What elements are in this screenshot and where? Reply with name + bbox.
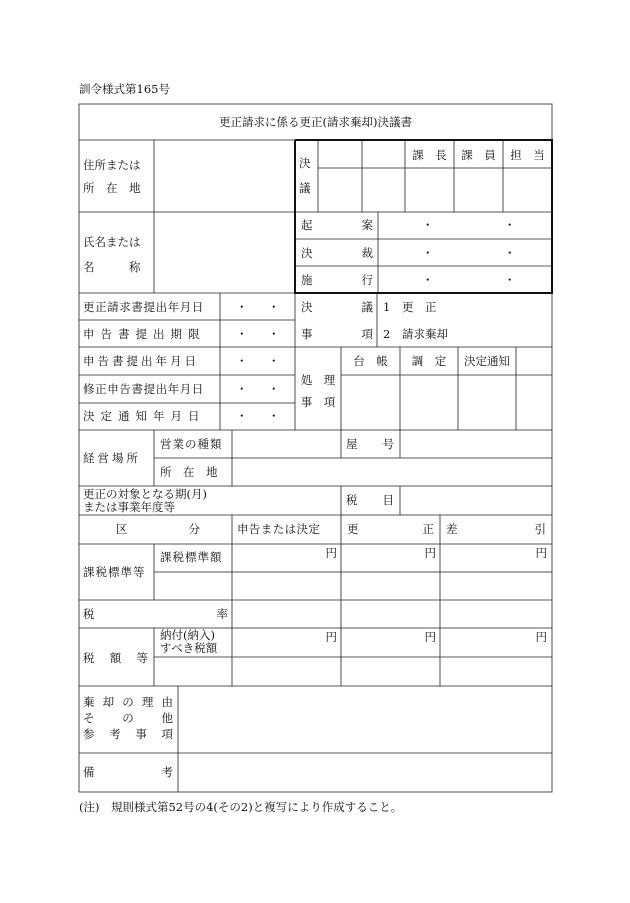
tax-payable-label-2: すべき税額 — [160, 641, 218, 655]
amended-return-dot-2: ・ — [268, 382, 280, 396]
amended-return-date-label: 修正申告書提出年月日 — [83, 382, 204, 396]
decision-matter-no-2: 2 — [383, 327, 391, 341]
trade-name-label: 屋 号 — [346, 437, 394, 451]
decision-label-2: 議 — [299, 181, 311, 195]
tax-item-label: 税 目 — [346, 493, 394, 507]
tax-base-corrected-unit: 円 — [424, 546, 436, 560]
filing-deadline-dot-1: ・ — [236, 327, 248, 341]
tax-base-declared-unit: 円 — [325, 546, 337, 560]
draft-date-dot-2: ・ — [504, 218, 516, 232]
approver-staff: 課 員 — [461, 148, 496, 162]
form-number: 訓令様式第165号 — [79, 82, 170, 96]
decision-matter-no-1: 1 — [383, 300, 391, 314]
decision-label-1: 決 — [299, 156, 311, 170]
processing-label-1: 処 理 — [300, 373, 336, 387]
declared-header: 申告または決定 — [237, 522, 321, 536]
filing-deadline-label: 申告書提出期限 — [83, 327, 206, 341]
return-filed-date-label: 申告書提出年月日 — [83, 354, 199, 368]
approval-date-dot-2: ・ — [504, 246, 516, 260]
approver-in-charge: 担 当 — [510, 148, 545, 162]
filing-deadline-dot-2: ・ — [268, 327, 280, 341]
enforcement-label: 施 行 — [301, 273, 373, 287]
name-label-1: 氏名または — [83, 235, 141, 249]
address-label-2: 所 在 地 — [83, 181, 141, 195]
enforcement-date-dot-1: ・ — [422, 273, 434, 287]
filing-request-dot-2: ・ — [268, 300, 280, 314]
other-label: そ の 他 — [83, 711, 173, 725]
period-label-1: 更正の対象となる期(月) — [83, 487, 207, 501]
decision-notice-date-label: 決定通知年月日 — [83, 409, 206, 423]
tax-payable-label-1: 納付(納入) — [160, 628, 215, 642]
tax-amount-label: 税 額 等 — [83, 651, 148, 665]
processing-decision-notice: 決定通知 — [464, 354, 510, 368]
approver-section-chief: 課 長 — [412, 148, 447, 162]
enforcement-date-dot-2: ・ — [504, 273, 516, 287]
filing-request-date-label: 更正請求書提出年月日 — [83, 300, 204, 314]
rejection-reason-label: 棄 却 の 理 由 — [83, 695, 173, 709]
remarks-label: 備 考 — [83, 765, 173, 779]
difference-header: 差 引 — [446, 522, 546, 536]
tax-amount-corrected-unit: 円 — [424, 630, 436, 644]
decision-matter-correction: 更 正 — [402, 300, 437, 314]
tax-amount-declared-unit: 円 — [325, 630, 337, 644]
processing-assessment: 調 定 — [411, 354, 447, 368]
filing-request-dot-1: ・ — [236, 300, 248, 314]
draft-date-dot-1: ・ — [422, 218, 434, 232]
approval-label: 決 裁 — [301, 246, 373, 260]
corrected-header: 更 正 — [347, 522, 434, 536]
tax-base-amount-label: 課税標準額 — [160, 550, 223, 564]
address-label-1: 住所または — [83, 158, 141, 172]
decision-notice-dot-2: ・ — [268, 409, 280, 423]
decision-matter-label-top: 決 議 — [301, 300, 373, 314]
return-filed-dot-2: ・ — [268, 354, 280, 368]
tax-base-label: 課税標準等 — [83, 565, 146, 579]
decision-notice-dot-1: ・ — [236, 409, 248, 423]
name-label-2: 名 称 — [83, 260, 141, 274]
draft-label: 起 案 — [301, 218, 373, 232]
reference-matter-label: 参 考 事 項 — [83, 727, 173, 741]
form-title: 更正請求に係る更正(請求棄却)決議書 — [219, 115, 412, 129]
business-place-label: 経営場所 — [83, 451, 141, 465]
tax-base-difference-unit: 円 — [535, 546, 547, 560]
decision-matter-label-bottom: 事 項 — [301, 327, 373, 341]
tax-rate-label: 税 率 — [83, 607, 228, 621]
approval-date-dot-1: ・ — [422, 246, 434, 260]
decision-matter-rejection: 請求棄却 — [402, 327, 448, 341]
tax-amount-difference-unit: 円 — [535, 630, 547, 644]
processing-label-2: 事 項 — [300, 395, 336, 409]
business-type-label: 営業の種類 — [160, 437, 223, 451]
period-label-2: または事業年度等 — [83, 500, 175, 514]
footnote: (注) 規則様式第52号の4(その2)と複写により作成すること。 — [79, 800, 403, 814]
amended-return-dot-1: ・ — [236, 382, 248, 396]
return-filed-dot-1: ・ — [236, 354, 248, 368]
processing-ledger: 台 帳 — [353, 354, 388, 368]
category-header: 区 分 — [116, 522, 200, 536]
business-location-label: 所 在 地 — [160, 465, 218, 479]
